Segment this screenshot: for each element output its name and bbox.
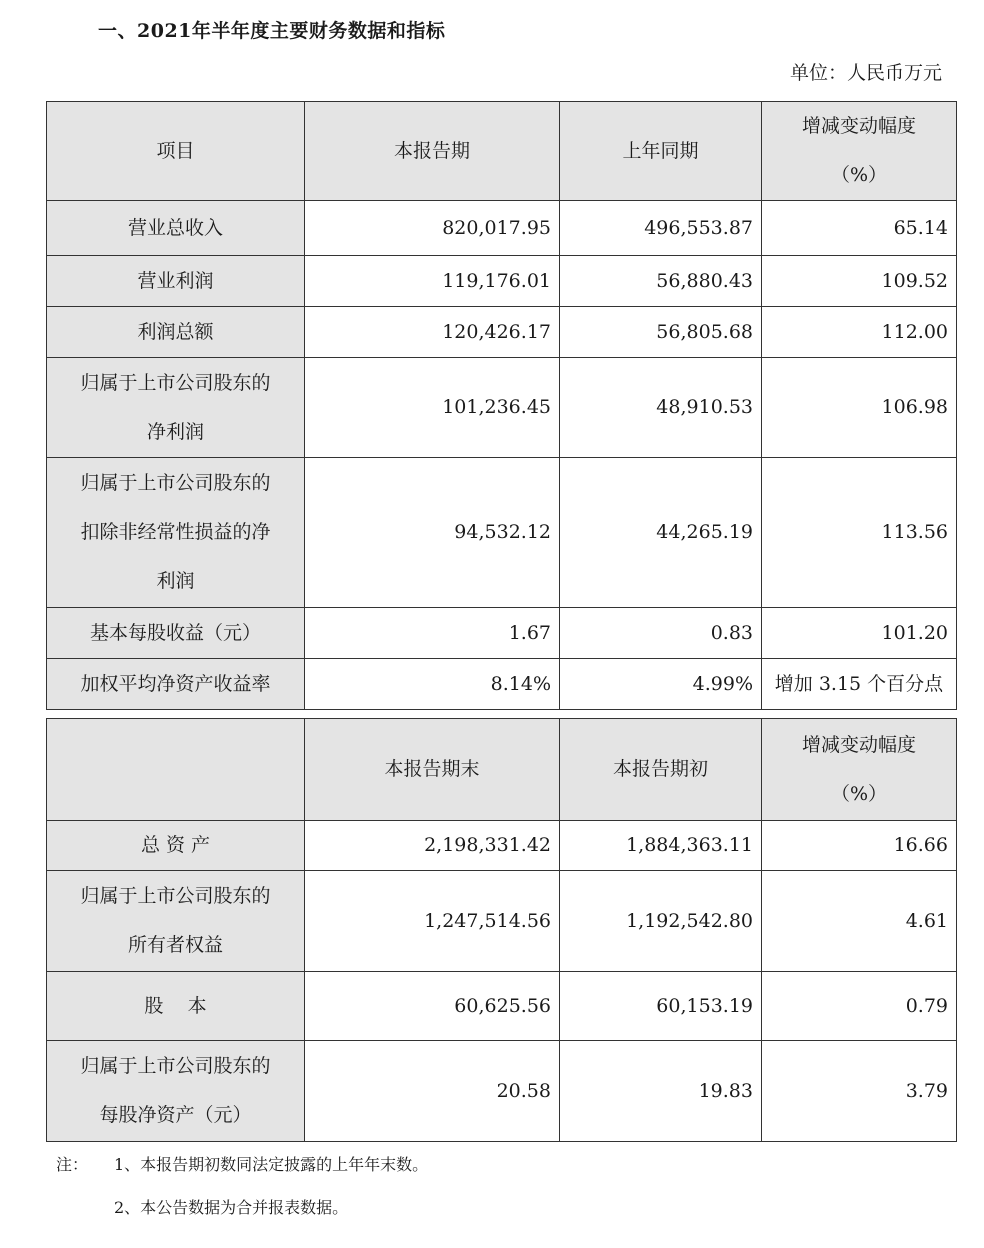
table-row <box>47 972 957 1041</box>
financial-table-balance <box>46 718 957 1142</box>
cell-prior: 496,553.87 <box>560 201 762 256</box>
row-label: 加权平均净资产收益率 <box>47 659 305 710</box>
header-change <box>762 102 957 201</box>
row-label: 总 资 产 <box>47 821 305 871</box>
table-row <box>47 871 957 972</box>
row-label: 利润总额 <box>47 307 305 358</box>
cell-change: 113.56 <box>762 458 957 608</box>
header-change-line1: 增减变动幅度 <box>801 733 916 756</box>
cell-prior: 0.83 <box>560 608 762 659</box>
section-title: 一、2021年半年度主要财务数据和指标 <box>98 20 446 42</box>
row-label: 营业利润 <box>47 256 305 307</box>
table-row <box>47 458 957 608</box>
cell-current: 101,236.45 <box>305 358 560 458</box>
cell-prior: 4.99% <box>560 659 762 710</box>
notes-prefix: 注： <box>56 1155 89 1174</box>
row-label-line: 利润 <box>156 570 195 592</box>
row-label-line: 归属于上市公司股东的 <box>80 472 271 494</box>
row-label-line: 所有者权益 <box>127 934 223 956</box>
header-change-line1: 增减变动幅度 <box>801 115 916 137</box>
unit-label: 单位：人民币万元 <box>789 62 942 84</box>
cell-change: 0.79 <box>762 972 957 1041</box>
header-change <box>762 719 957 821</box>
cell-current: 120,426.17 <box>305 307 560 358</box>
cell-change: 101.20 <box>762 608 957 659</box>
note-item-2: 2、本公告数据为合并报表数据。 <box>114 1198 349 1217</box>
cell-change: 16.66 <box>762 821 957 871</box>
row-label <box>47 458 305 608</box>
row-label: 基本每股收益（元） <box>47 608 305 659</box>
table-row <box>47 201 957 256</box>
cell-change: 106.98 <box>762 358 957 458</box>
cell-prior: 44,265.19 <box>560 458 762 608</box>
table-header-row <box>47 719 957 821</box>
cell-current: 20.58 <box>305 1041 560 1142</box>
cell-prior: 19.83 <box>560 1041 762 1142</box>
cell-prior: 60,153.19 <box>560 972 762 1041</box>
financial-table-period <box>46 101 957 710</box>
header-period-start: 本报告期初 <box>560 719 762 821</box>
header-item: 项目 <box>47 102 305 201</box>
note-item-1: 1、本报告期初数同法定披露的上年年末数。 <box>114 1155 429 1174</box>
table-row <box>47 1041 957 1142</box>
cell-change: 112.00 <box>762 307 957 358</box>
cell-current: 119,176.01 <box>305 256 560 307</box>
header-period-end: 本报告期末 <box>305 719 560 821</box>
cell-prior: 48,910.53 <box>560 358 762 458</box>
cell-current: 2,198,331.42 <box>305 821 560 871</box>
row-label-line: 每股净资产（元） <box>99 1104 252 1126</box>
cell-current: 60,625.56 <box>305 972 560 1041</box>
cell-current: 1.67 <box>305 608 560 659</box>
row-label <box>47 871 305 972</box>
row-label <box>47 358 305 458</box>
cell-prior: 1,192,542.80 <box>560 871 762 972</box>
table-row <box>47 358 957 458</box>
row-label-line: 扣除非经常性损益的净 <box>80 521 271 543</box>
table-header-row <box>47 102 957 201</box>
cell-prior: 56,805.68 <box>560 307 762 358</box>
cell-change: 3.79 <box>762 1041 957 1142</box>
header-change-line2: （%） <box>830 782 888 805</box>
row-label-line: 归属于上市公司股东的 <box>80 371 271 394</box>
table-row <box>47 307 957 358</box>
cell-change: 4.61 <box>762 871 957 972</box>
row-label-line: 归属于上市公司股东的 <box>80 885 271 907</box>
header-change-line2: （%） <box>830 164 888 186</box>
header-item-blank <box>47 719 305 821</box>
cell-prior: 56,880.43 <box>560 256 762 307</box>
cell-current: 8.14% <box>305 659 560 710</box>
table-row <box>47 821 957 871</box>
cell-change: 增加 3.15 个百分点 <box>762 659 957 710</box>
row-label: 营业总收入 <box>47 201 305 256</box>
row-label-line: 净利润 <box>146 420 204 443</box>
cell-change: 109.52 <box>762 256 957 307</box>
cell-change: 65.14 <box>762 201 957 256</box>
table-row <box>47 256 957 307</box>
cell-current: 820,017.95 <box>305 201 560 256</box>
header-prior-period: 上年同期 <box>560 102 762 201</box>
row-label <box>47 1041 305 1142</box>
cell-current: 1,247,514.56 <box>305 871 560 972</box>
cell-current: 94,532.12 <box>305 458 560 608</box>
row-label-line: 归属于上市公司股东的 <box>80 1055 271 1077</box>
row-label: 股 本 <box>47 972 305 1041</box>
cell-prior: 1,884,363.11 <box>560 821 762 871</box>
table-row <box>47 659 957 710</box>
header-current-period: 本报告期 <box>305 102 560 201</box>
table-row <box>47 608 957 659</box>
